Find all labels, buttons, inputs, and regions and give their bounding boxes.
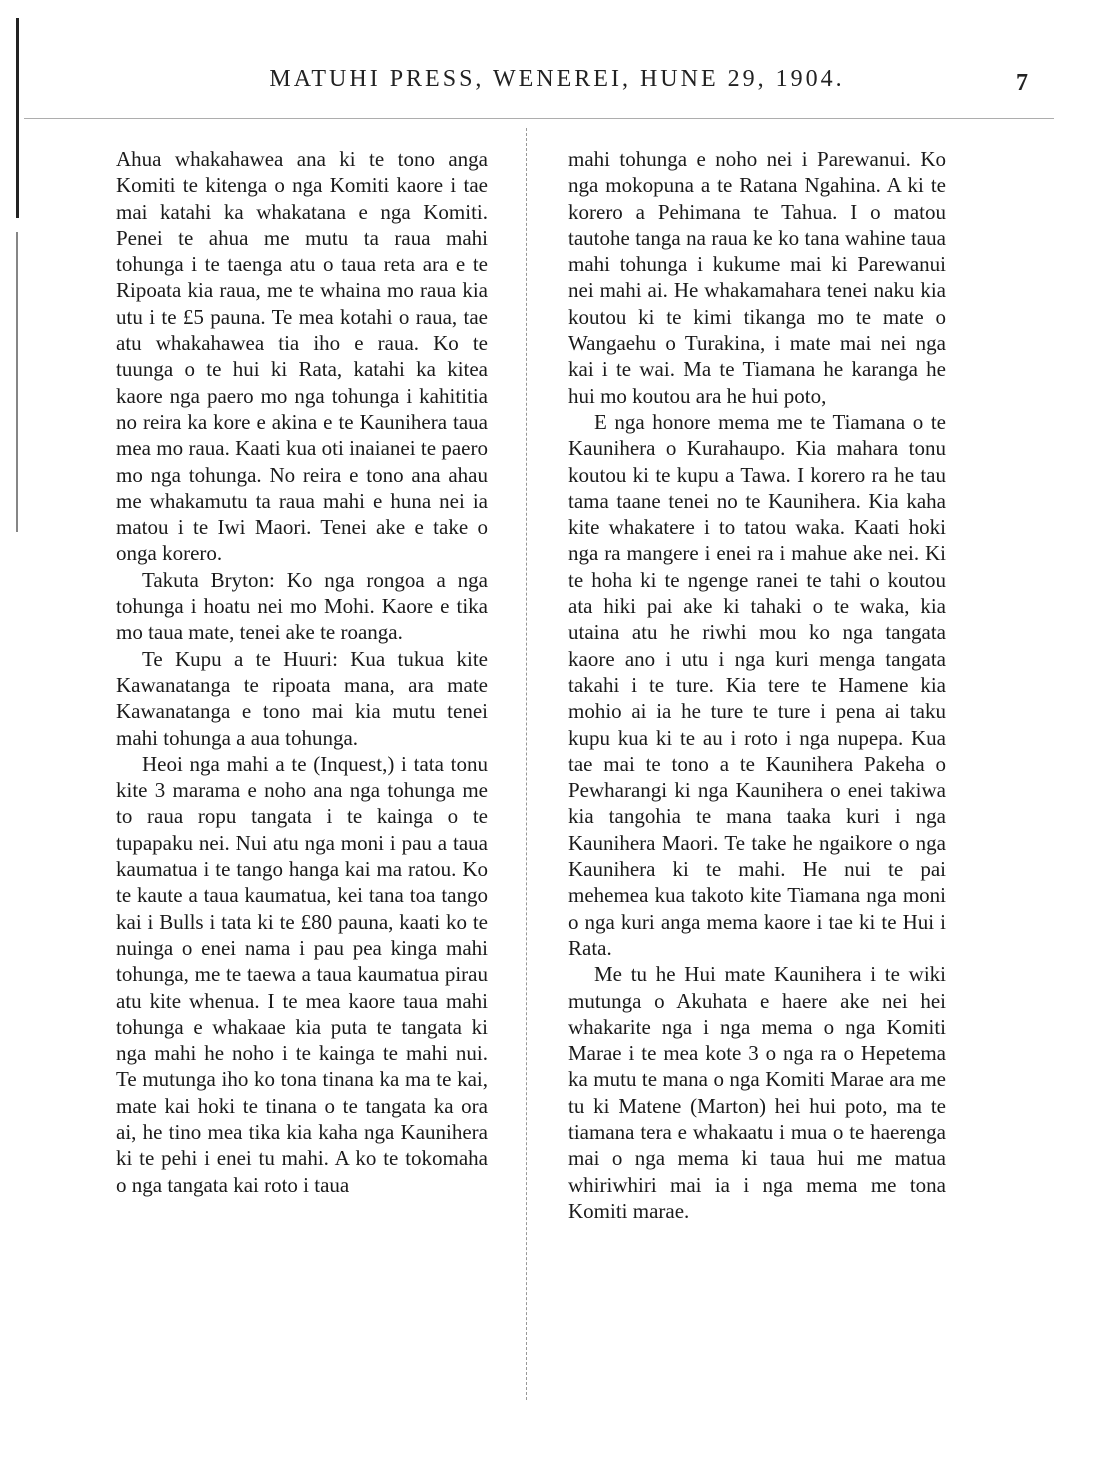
page-header [0,66,1114,106]
right-column [568,146,946,1224]
header-rule [24,118,1054,119]
paragraph: mahi tohunga e noho nei i Parewanui. Ko nga mokopuna a te Ratana Ngahina. A ki te korero a Pehimana te Tahua. I o matou tautohe tanga na raua ke ko tana wahine taua mahi tohunga i kukume mai ki Parewanui nei mahi ai. He whakamahara tenei naku kia koutou ki te kimi tikanga mo te mate o Wangaehu o Turakina, i mate mai nei nga kai i te wai. Ma te Tiamana he karanga he hui mo koutou ara he hui poto, [568,147,946,408]
paragraph: E nga honore mema me te Tiamana o te Kaunihera o Kurahaupo. Kia mahara tonu koutou ki te kupu a Tawa. I korero ra he tau tama taane tenei no te Kaunihera. Kia kaha kite whakatere i to tatou waka. Kaati hoki nga ra mangere i enei ra i mahue ake nei. Ki te hoha ki te ngenge ranei te tahi o koutou ata hiki pai ake ki tahaki o te waka, kia utaina atu he riwhi mou ko nga tangata kaore ano i utu i nga kuri menga tangata takahi i te ture. Kia tere te Hamene kia mohio ai ia he ture te ture i pena ai taku kupu kua ki te au i roto i nga nupepa. Kua tae mai te tono a te Kaunihera Pakeha o Pewharangi ki nga Kaunihera o enei takiwa kia tangohia te mana taaka kuri i nga Kaunihera Maori. Te take he ngaikore o nga Kaunihera ki te mahi. He nui te pai mehemea kua takoto kite Tiamana nga moni o nga kuri anga mema kaore i tae ki te Hui i Rata. [568,409,946,960]
left-column [116,146,488,1198]
paragraph: Me tu he Hui mate Kaunihera i te wiki mutunga o Akuhata e haere ake nei hei whakarite nga i nga mema o nga Komiti Marae i te mea kote 3 o nga ra o Hepetema ka mutu te mana o nga Komiti Marae ara me tu ki Matene (Marton) hei hui poto, ma te tiamana tera e whakaatu i mua o te haerenga mai o nga mema ki taua hui me matua whiriwhiri mai ia i nga mema me tona Komiti marae. [568,962,946,1223]
binding-edge-line-faint [16,232,18,532]
binding-edge-line [16,18,19,218]
paragraph: Te Kupu a te Huuri: Kua tukua kite Kawanatanga te ripoata mana, ara mate Kawanatanga e tono mai kia mutu tenei mahi tohunga a aua tohunga. [116,646,488,750]
paragraph: Heoi nga mahi a te (Inquest,) i tata tonu kite 3 marama e noho ana nga tohunga me to raua ropu tangata i te kainga o te tupapaku nei. Nui atu nga moni i pau a taua kaumatua i te tango hanga kai ma ratou. Ko te kaute a taua kaumatua, kei tana toa tango kai i Bulls i tata ki te £80 pauna, kaati ko te nuinga o enei nama i pau pea kinga mahi tohunga, me te taewa a taua kaumatua pirau atu kite whenua. I te mea kaore taua mahi tohunga e whakaae kia puta te tangata ki nga mahi he noho i te kainga te mahi nui. Te mutunga iho ko tona tinana ka ma te kai, mate kai hoki te tinana o te tangata ka ora ai, he tino mea tika kia kaha nga Kaunihera ki te pehi i enei tu mahi. A ko te tokomaha o nga tangata kai roto i taua [116,751,488,1197]
paragraph: Takuta Bryton: Ko nga rongoa a nga tohunga i hoatu nei mo Mohi. Kaore e tika mo taua mate, tenei ake te roanga. [116,567,488,645]
page-number: 7 [1016,70,1028,96]
column-divider [526,128,528,1400]
running-title: MATUHI PRESS, WENEREI, HUNE 29, 1904. [269,66,845,92]
paragraph: Ahua whakahawea ana ki te tono anga Komiti te kitenga o nga Komiti kaore i tae mai katahi ka whakatana e nga Komiti. Penei te ahua me mutu ta raua mahi tohunga i te taenga atu o taua reta ara e te Ripoata kia raua, me te whaina mo raua kia utu i te £5 pauna. Te mea kotahi o raua, tae atu whakahawea tia iho e raua. Ko te tuunga o te hui ki Rata, katahi ka kitea kaore nga paero mo nga tohunga i kahititia no reira ka kore e akina e te Kaunihera taua mea mo raua. Kaati kua oti inaianei te paero mo nga tohunga. No reira e tono ana ahau me whakamutu ta raua mahi e huna nei ia matou i te Iwi Maori. Tenei ake e take o onga korero. [116,147,488,566]
